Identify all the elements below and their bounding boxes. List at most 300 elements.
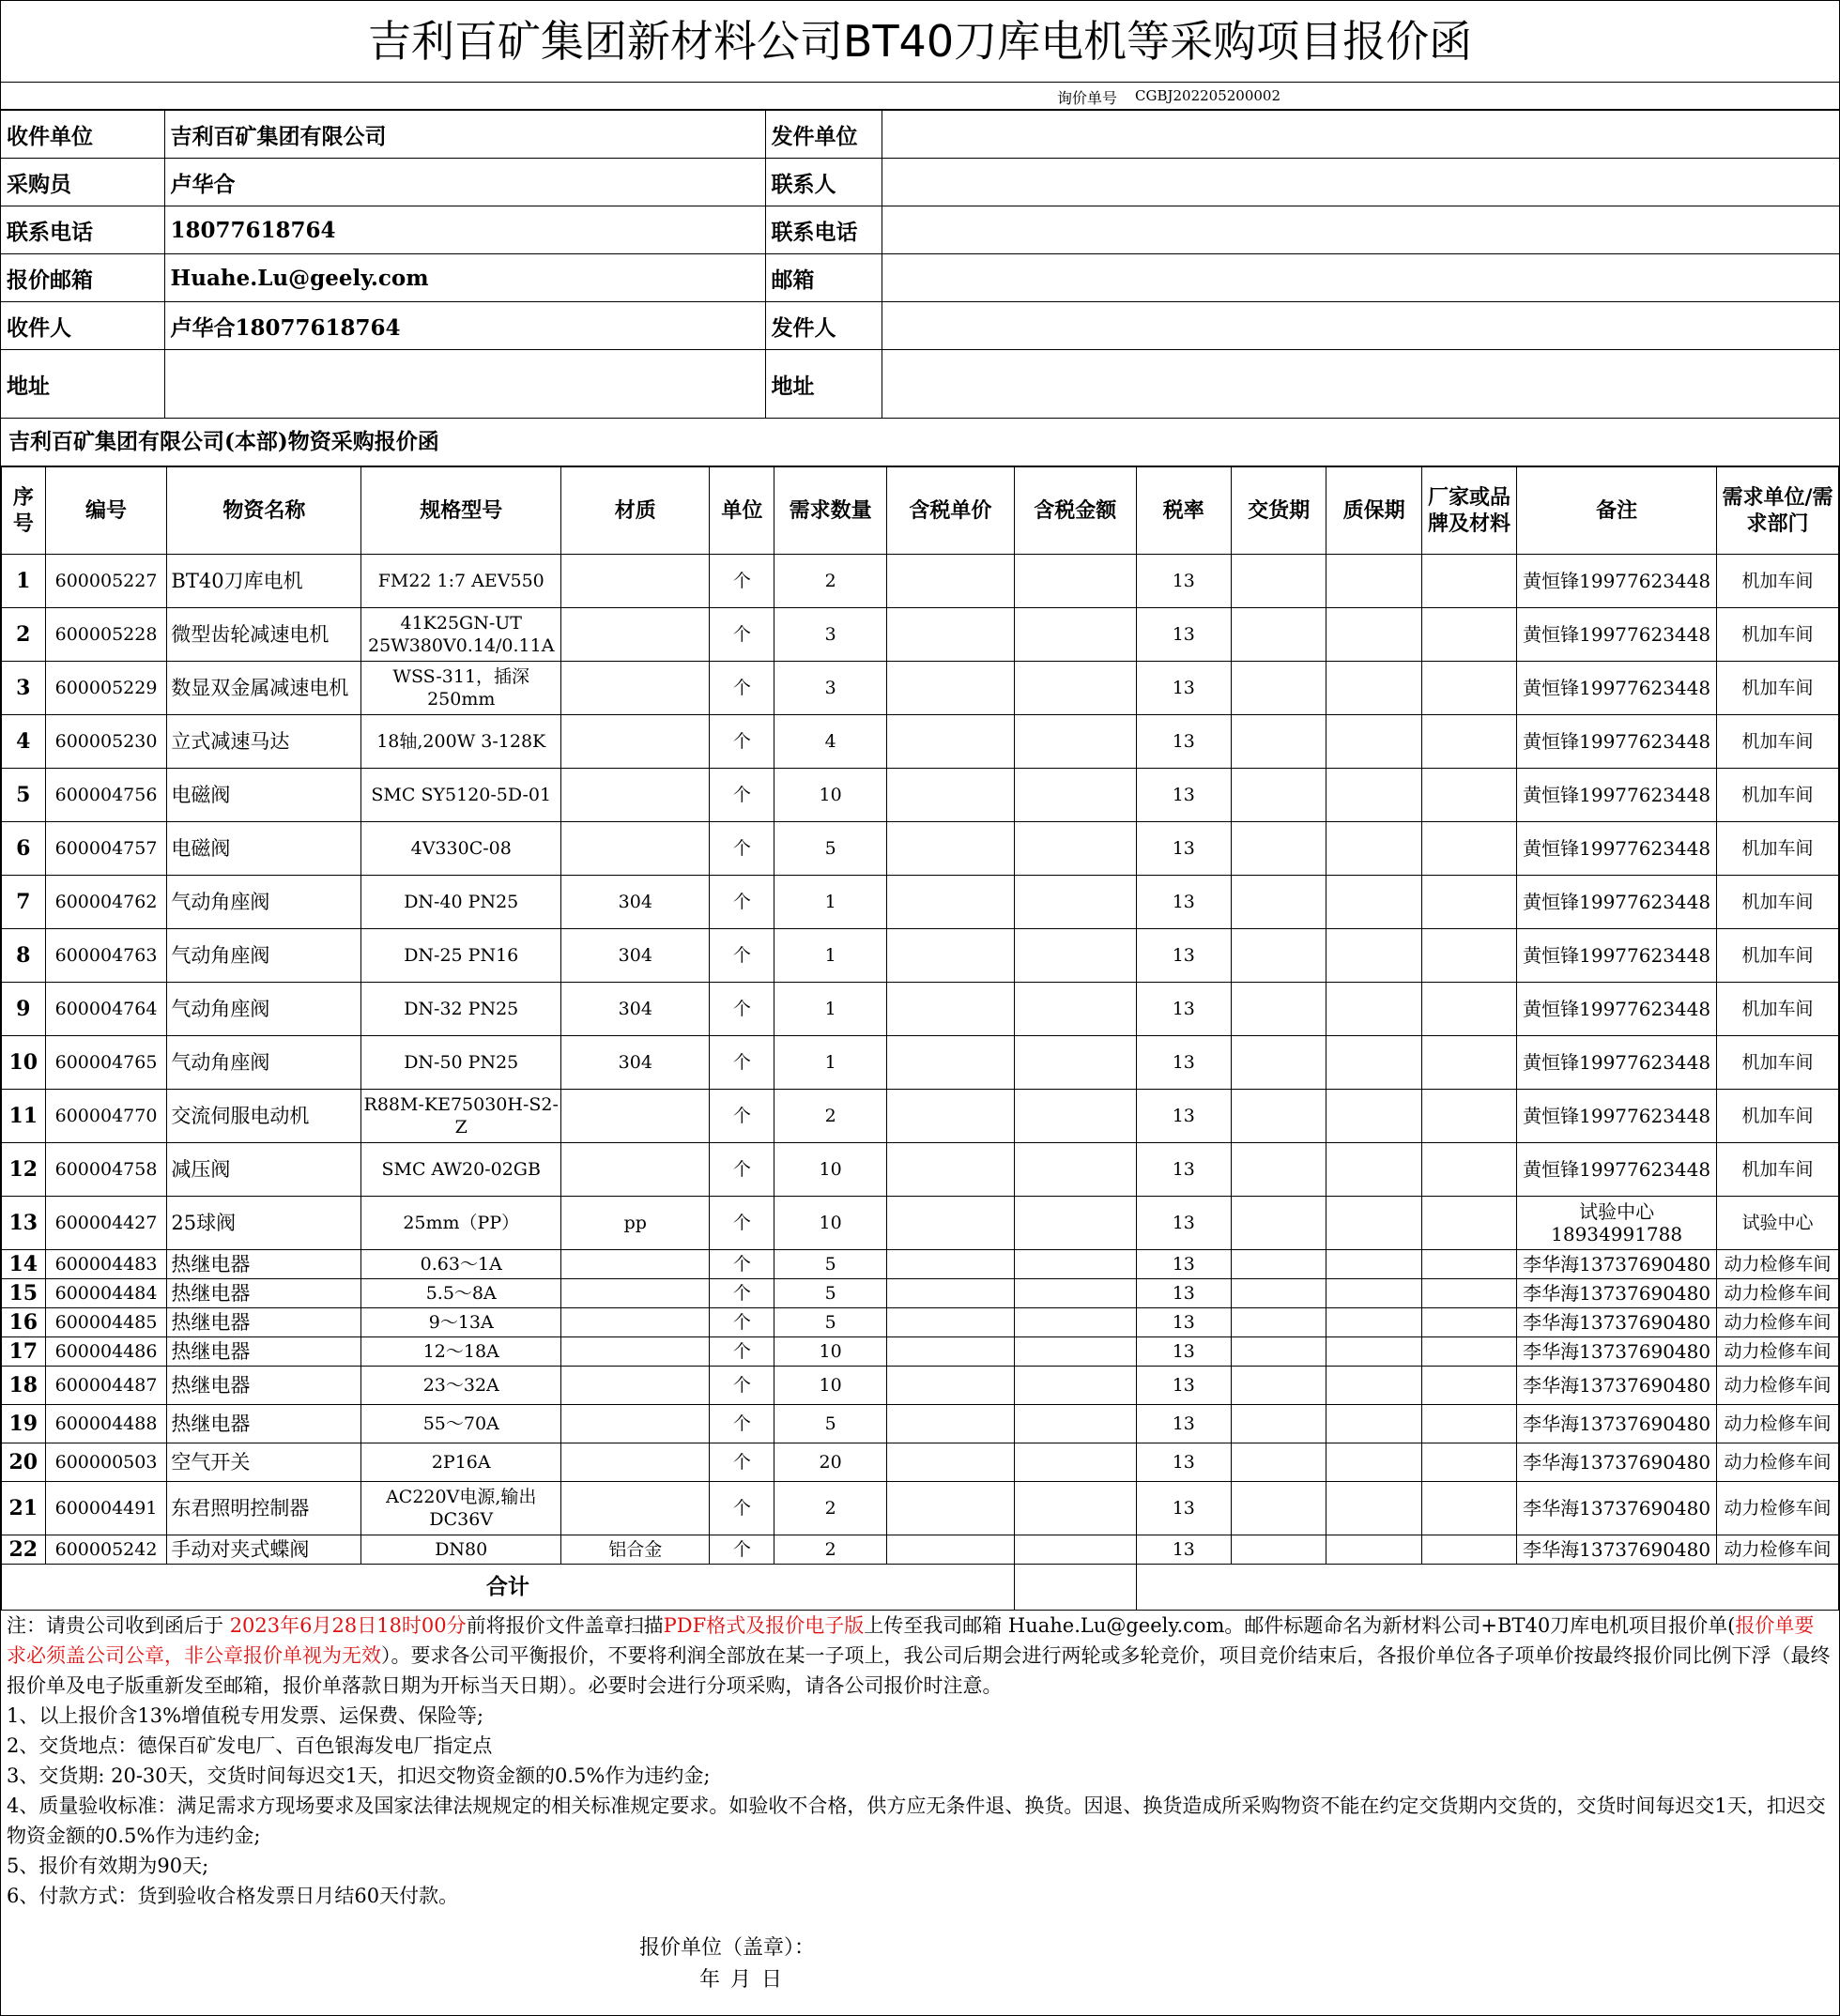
cell-delivery[interactable] (1231, 1482, 1326, 1535)
cell-name: 热继电器 (167, 1405, 361, 1443)
info-value: 18077618764 (164, 206, 765, 254)
column-header: 交货期 (1231, 467, 1326, 555)
cell-warranty[interactable] (1326, 1535, 1421, 1565)
total-amount (1014, 1565, 1136, 1611)
cell-qty: 1 (774, 1036, 887, 1090)
cell-seq: 8 (2, 929, 46, 983)
cell-delivery[interactable] (1231, 929, 1326, 983)
cell-code: 600004427 (45, 1197, 167, 1250)
cell-warranty[interactable] (1326, 1250, 1421, 1279)
cell-remark: 黄恒锋19977623448 (1517, 1090, 1717, 1143)
cell-tax: 13 (1136, 1443, 1231, 1482)
cell-delivery[interactable] (1231, 1337, 1326, 1367)
cell-material (561, 822, 710, 876)
cell-amount[interactable] (1014, 983, 1136, 1036)
cell-code: 600005227 (45, 555, 167, 608)
info-value: 吉利百矿集团有限公司 (164, 111, 765, 159)
cell-brand[interactable] (1421, 1308, 1516, 1337)
table-header-row (2, 467, 1839, 555)
cell-tax: 13 (1136, 1143, 1231, 1197)
cell-seq: 18 (2, 1367, 46, 1405)
cell-brand[interactable] (1421, 1405, 1516, 1443)
cell-brand[interactable] (1421, 1197, 1516, 1250)
cell-seq: 13 (2, 1197, 46, 1250)
cell-material (561, 1337, 710, 1367)
cell-amount[interactable] (1014, 1143, 1136, 1197)
cell-warranty[interactable] (1326, 1279, 1421, 1308)
notes-section (1, 1611, 1839, 1911)
cell-qty: 3 (774, 608, 887, 662)
cell-dept: 机加车间 (1717, 876, 1839, 929)
cell-qty: 10 (774, 1143, 887, 1197)
cell-delivery[interactable] (1231, 1090, 1326, 1143)
cell-dept: 机加车间 (1717, 1090, 1839, 1143)
cell-delivery[interactable] (1231, 1143, 1326, 1197)
note-warning: 报价单要求必须盖公司公章，非公章报价单视为无效 (7, 1614, 1815, 1667)
cell-seq: 21 (2, 1482, 46, 1535)
signature-unit: 报价单位（盖章）： (639, 1936, 816, 1960)
cell-price[interactable] (886, 1367, 1014, 1405)
cell-warranty[interactable] (1326, 1482, 1421, 1535)
cell-tax: 13 (1136, 1279, 1231, 1308)
cell-remark: 黄恒锋19977623448 (1517, 822, 1717, 876)
info-value[interactable] (882, 350, 1839, 419)
cell-seq: 12 (2, 1143, 46, 1197)
cell-code: 600004756 (45, 769, 167, 822)
cell-warranty[interactable] (1326, 983, 1421, 1036)
cell-price[interactable] (886, 876, 1014, 929)
cell-unit: 个 (710, 1443, 774, 1482)
total-label: 合计 (2, 1565, 1015, 1611)
cell-brand[interactable] (1421, 1250, 1516, 1279)
cell-code: 600004763 (45, 929, 167, 983)
table-row (2, 555, 1839, 608)
info-label: 发件人 (765, 302, 882, 350)
cell-dept: 动力检修车间 (1717, 1250, 1839, 1279)
info-row (1, 111, 1839, 159)
cell-price[interactable] (886, 662, 1014, 715)
cell-amount[interactable] (1014, 822, 1136, 876)
cell-brand[interactable] (1421, 876, 1516, 929)
table-row (2, 1143, 1839, 1197)
cell-delivery[interactable] (1231, 876, 1326, 929)
cell-delivery[interactable] (1231, 822, 1326, 876)
contact-info-table (1, 110, 1840, 419)
cell-material (561, 608, 710, 662)
cell-price[interactable] (886, 1036, 1014, 1090)
cell-price[interactable] (886, 1090, 1014, 1143)
info-label: 收件人 (1, 302, 164, 350)
cell-seq: 4 (2, 715, 46, 769)
cell-spec: 41K25GN-UT 25W380V0.14/0.11A (361, 608, 561, 662)
note-main (7, 1611, 1833, 1701)
cell-code: 600004484 (45, 1279, 167, 1308)
info-value[interactable] (882, 206, 1839, 254)
cell-material (561, 715, 710, 769)
cell-remark: 黄恒锋19977623448 (1517, 1036, 1717, 1090)
note-2: 2、交货地点：德保百矿发电厂、百色银海发电厂指定点 (7, 1734, 493, 1757)
cell-seq: 10 (2, 1036, 46, 1090)
cell-unit: 个 (710, 1250, 774, 1279)
cell-dept: 动力检修车间 (1717, 1535, 1839, 1565)
cell-dept: 机加车间 (1717, 822, 1839, 876)
cell-name: 空气开关 (167, 1443, 361, 1482)
cell-dept: 机加车间 (1717, 1036, 1839, 1090)
cell-price[interactable] (886, 929, 1014, 983)
cell-unit: 个 (710, 1090, 774, 1143)
cell-delivery[interactable] (1231, 1197, 1326, 1250)
cell-amount[interactable] (1014, 1279, 1136, 1308)
cell-tax: 13 (1136, 1036, 1231, 1090)
info-row (1, 254, 1839, 302)
cell-amount[interactable] (1014, 662, 1136, 715)
info-value[interactable] (882, 254, 1839, 302)
note-5: 5、报价有效期为90天; (7, 1855, 209, 1877)
cell-price[interactable] (886, 769, 1014, 822)
cell-delivery[interactable] (1231, 1308, 1326, 1337)
cell-code: 600004487 (45, 1367, 167, 1405)
cell-brand[interactable] (1421, 715, 1516, 769)
cell-spec: DN-25 PN16 (361, 929, 561, 983)
info-label: 发件单位 (765, 111, 882, 159)
cell-price[interactable] (886, 608, 1014, 662)
cell-delivery[interactable] (1231, 1367, 1326, 1405)
cell-unit: 个 (710, 983, 774, 1036)
cell-delivery[interactable] (1231, 1405, 1326, 1443)
cell-spec: 55～70A (361, 1405, 561, 1443)
cell-amount[interactable] (1014, 555, 1136, 608)
cell-name: 热继电器 (167, 1279, 361, 1308)
cell-delivery[interactable] (1231, 1279, 1326, 1308)
cell-warranty[interactable] (1326, 1036, 1421, 1090)
cell-warranty[interactable] (1326, 1308, 1421, 1337)
cell-warranty[interactable] (1326, 662, 1421, 715)
cell-warranty[interactable] (1326, 1090, 1421, 1143)
cell-material (561, 662, 710, 715)
note-main-text: 注：请贵公司收到函后于 (7, 1614, 230, 1637)
cell-remark: 李华海13737690480 (1517, 1482, 1717, 1535)
cell-price[interactable] (886, 715, 1014, 769)
cell-material (561, 1405, 710, 1443)
cell-unit: 个 (710, 1535, 774, 1565)
cell-amount[interactable] (1014, 1367, 1136, 1405)
cell-delivery[interactable] (1231, 1036, 1326, 1090)
note-main-text: 上传至我司邮箱 Huahe.Lu@geely.com。邮件标题命名为新材料公司+BT40刀库电机项目报价单( (864, 1614, 1736, 1637)
cell-price[interactable] (886, 1535, 1014, 1565)
cell-amount[interactable] (1014, 876, 1136, 929)
cell-qty: 2 (774, 1535, 887, 1565)
column-header: 备注 (1517, 467, 1717, 555)
info-value: Huahe.Lu@geely.com (164, 254, 765, 302)
cell-spec: 18轴,200W 3-128K (361, 715, 561, 769)
note-deadline: 2023年6月28日18时00分 (229, 1614, 467, 1637)
cell-delivery[interactable] (1231, 715, 1326, 769)
cell-seq: 17 (2, 1337, 46, 1367)
cell-tax: 13 (1136, 555, 1231, 608)
cell-remark: 黄恒锋19977623448 (1517, 715, 1717, 769)
cell-price[interactable] (886, 1143, 1014, 1197)
cell-price[interactable] (886, 1250, 1014, 1279)
cell-name: 电磁阀 (167, 769, 361, 822)
cell-material: pp (561, 1197, 710, 1250)
info-row (1, 159, 1839, 206)
info-value: 卢华合18077618764 (164, 302, 765, 350)
table-row (2, 876, 1839, 929)
cell-brand[interactable] (1421, 1279, 1516, 1308)
cell-tax: 13 (1136, 769, 1231, 822)
cell-unit: 个 (710, 1405, 774, 1443)
cell-amount[interactable] (1014, 608, 1136, 662)
cell-remark: 李华海13737690480 (1517, 1535, 1717, 1565)
cell-name: 立式减速马达 (167, 715, 361, 769)
cell-name: 手动对夹式蝶阀 (167, 1535, 361, 1565)
cell-spec: 2P16A (361, 1443, 561, 1482)
column-header: 含税单价 (886, 467, 1014, 555)
cell-unit: 个 (710, 1482, 774, 1535)
cell-tax: 13 (1136, 1337, 1231, 1367)
cell-material: 304 (561, 1036, 710, 1090)
inquiry-number: CGBJ202205200002 (1135, 87, 1281, 104)
cell-delivery[interactable] (1231, 555, 1326, 608)
cell-warranty[interactable] (1326, 1367, 1421, 1405)
cell-remark: 李华海13737690480 (1517, 1337, 1717, 1367)
cell-warranty[interactable] (1326, 608, 1421, 662)
cell-amount[interactable] (1014, 1197, 1136, 1250)
cell-delivery[interactable] (1231, 1535, 1326, 1565)
cell-delivery[interactable] (1231, 983, 1326, 1036)
cell-material (561, 1367, 710, 1405)
cell-amount[interactable] (1014, 1443, 1136, 1482)
cell-brand[interactable] (1421, 662, 1516, 715)
cell-amount[interactable] (1014, 1308, 1136, 1337)
info-label: 报价邮箱 (1, 254, 164, 302)
cell-amount[interactable] (1014, 1090, 1136, 1143)
cell-brand[interactable] (1421, 929, 1516, 983)
cell-unit: 个 (710, 822, 774, 876)
cell-seq: 14 (2, 1250, 46, 1279)
inquiry-row (1, 83, 1839, 110)
cell-spec: FM22 1:7 AEV550 (361, 555, 561, 608)
cell-brand[interactable] (1421, 555, 1516, 608)
cell-seq: 11 (2, 1090, 46, 1143)
cell-unit: 个 (710, 1197, 774, 1250)
info-value[interactable] (882, 111, 1839, 159)
cell-remark: 试验中心18934991788 (1517, 1197, 1717, 1250)
cell-tax: 13 (1136, 1482, 1231, 1535)
cell-name: 热继电器 (167, 1308, 361, 1337)
cell-seq: 5 (2, 769, 46, 822)
cell-unit: 个 (710, 1337, 774, 1367)
signature-date: 年 月 日 (699, 1968, 784, 1992)
cell-unit: 个 (710, 929, 774, 983)
cell-brand[interactable] (1421, 983, 1516, 1036)
cell-price[interactable] (886, 822, 1014, 876)
cell-name: 25球阀 (167, 1197, 361, 1250)
cell-dept: 动力检修车间 (1717, 1405, 1839, 1443)
cell-amount[interactable] (1014, 1337, 1136, 1367)
cell-price[interactable] (886, 1197, 1014, 1250)
cell-unit: 个 (710, 1308, 774, 1337)
cell-spec: 12～18A (361, 1337, 561, 1367)
cell-brand[interactable] (1421, 1482, 1516, 1535)
cell-warranty[interactable] (1326, 876, 1421, 929)
cell-brand[interactable] (1421, 1443, 1516, 1482)
cell-seq: 2 (2, 608, 46, 662)
cell-seq: 15 (2, 1279, 46, 1308)
cell-tax: 13 (1136, 608, 1231, 662)
cell-tax: 13 (1136, 1090, 1231, 1143)
note-6: 6、付款方式：货到验收合格发票日月结60天付款。 (7, 1885, 459, 1907)
cell-price[interactable] (886, 1337, 1014, 1367)
cell-unit: 个 (710, 1143, 774, 1197)
note-main-text: ）。要求各公司平衡报价，不要将利润全部放在某一子项上，我公司后期会进行两轮或多轮竞价，项目竞价结束后，各报价单位各子项单价按最终报价同比例下浮（最终报价单及电子版重新发至邮箱，报价单落款日期为开标当天日期）。必要时会进行分项采购，请各公司报价时注意。 (7, 1644, 1831, 1697)
table-row (2, 1036, 1839, 1090)
info-label: 联系电话 (1, 206, 164, 254)
total-row (2, 1565, 1839, 1611)
cell-remark: 李华海13737690480 (1517, 1405, 1717, 1443)
cell-qty: 3 (774, 662, 887, 715)
cell-price[interactable] (886, 555, 1014, 608)
cell-seq: 9 (2, 983, 46, 1036)
cell-tax: 13 (1136, 715, 1231, 769)
cell-remark: 黄恒锋19977623448 (1517, 662, 1717, 715)
note-format: PDF格式及报价电子版 (663, 1614, 865, 1637)
cell-brand[interactable] (1421, 1337, 1516, 1367)
cell-warranty[interactable] (1326, 1143, 1421, 1197)
cell-code: 600004765 (45, 1036, 167, 1090)
cell-warranty[interactable] (1326, 1405, 1421, 1443)
cell-name: 微型齿轮减速电机 (167, 608, 361, 662)
cell-brand[interactable] (1421, 1036, 1516, 1090)
cell-code: 600004485 (45, 1308, 167, 1337)
cell-amount[interactable] (1014, 1405, 1136, 1443)
column-header: 规格型号 (361, 467, 561, 555)
cell-unit: 个 (710, 715, 774, 769)
cell-dept: 动力检修车间 (1717, 1308, 1839, 1337)
document-title: 吉利百矿集团新材料公司BT40刀库电机等采购项目报价函 (1, 1, 1839, 83)
cell-price[interactable] (886, 1443, 1014, 1482)
total-blank (1136, 1565, 1838, 1611)
cell-dept: 动力检修车间 (1717, 1279, 1839, 1308)
cell-warranty[interactable] (1326, 822, 1421, 876)
cell-unit: 个 (710, 1036, 774, 1090)
cell-amount[interactable] (1014, 1482, 1136, 1535)
cell-price[interactable] (886, 1308, 1014, 1337)
cell-name: 气动角座阀 (167, 876, 361, 929)
cell-unit: 个 (710, 555, 774, 608)
cell-spec: 4V330C-08 (361, 822, 561, 876)
cell-tax: 13 (1136, 1535, 1231, 1565)
cell-unit: 个 (710, 769, 774, 822)
subtitle: 吉利百矿集团有限公司(本部)物资采购报价函 (1, 419, 1839, 466)
cell-qty: 10 (774, 1337, 887, 1367)
cell-price[interactable] (886, 1279, 1014, 1308)
cell-dept: 动力检修车间 (1717, 1367, 1839, 1405)
cell-brand[interactable] (1421, 1367, 1516, 1405)
cell-qty: 10 (774, 1367, 887, 1405)
info-value (164, 350, 765, 419)
cell-name: 数显双金属减速电机 (167, 662, 361, 715)
cell-warranty[interactable] (1326, 929, 1421, 983)
cell-name: 东君照明控制器 (167, 1482, 361, 1535)
cell-material: 304 (561, 983, 710, 1036)
table-row (2, 1337, 1839, 1367)
table-row (2, 1279, 1839, 1308)
cell-code: 600005228 (45, 608, 167, 662)
cell-warranty[interactable] (1326, 555, 1421, 608)
cell-seq: 16 (2, 1308, 46, 1337)
cell-seq: 3 (2, 662, 46, 715)
cell-delivery[interactable] (1231, 1250, 1326, 1279)
cell-code: 600004488 (45, 1405, 167, 1443)
info-value[interactable] (882, 302, 1839, 350)
cell-brand[interactable] (1421, 822, 1516, 876)
column-header: 含税金额 (1014, 467, 1136, 555)
cell-brand[interactable] (1421, 1090, 1516, 1143)
cell-spec: 23～32A (361, 1367, 561, 1405)
cell-unit: 个 (710, 1279, 774, 1308)
cell-amount[interactable] (1014, 769, 1136, 822)
table-row (2, 1197, 1839, 1250)
cell-qty: 10 (774, 769, 887, 822)
cell-qty: 2 (774, 1090, 887, 1143)
cell-brand[interactable] (1421, 1535, 1516, 1565)
cell-warranty[interactable] (1326, 715, 1421, 769)
info-value[interactable] (882, 159, 1839, 206)
note-main-text: 前将报价文件盖章扫描 (466, 1614, 664, 1637)
cell-spec: WSS-311，插深250mm (361, 662, 561, 715)
note-1: 1、以上报价含13%增值税专用发票、运保费、保险等; (7, 1704, 484, 1727)
cell-price[interactable] (886, 1405, 1014, 1443)
cell-material (561, 1279, 710, 1308)
cell-delivery[interactable] (1231, 769, 1326, 822)
table-row (2, 983, 1839, 1036)
cell-warranty[interactable] (1326, 1337, 1421, 1367)
cell-price[interactable] (886, 1482, 1014, 1535)
cell-seq: 22 (2, 1535, 46, 1565)
info-label: 收件单位 (1, 111, 164, 159)
cell-material (561, 1308, 710, 1337)
cell-dept: 动力检修车间 (1717, 1482, 1839, 1535)
cell-name: 热继电器 (167, 1337, 361, 1367)
info-value: 卢华合 (164, 159, 765, 206)
cell-amount[interactable] (1014, 715, 1136, 769)
cell-brand[interactable] (1421, 1143, 1516, 1197)
cell-delivery[interactable] (1231, 608, 1326, 662)
table-row (2, 1250, 1839, 1279)
cell-warranty[interactable] (1326, 769, 1421, 822)
cell-delivery[interactable] (1231, 662, 1326, 715)
cell-material: 铝合金 (561, 1535, 710, 1565)
cell-amount[interactable] (1014, 1036, 1136, 1090)
cell-warranty[interactable] (1326, 1197, 1421, 1250)
cell-amount[interactable] (1014, 1250, 1136, 1279)
cell-delivery[interactable] (1231, 1443, 1326, 1482)
cell-name: BT40刀库电机 (167, 555, 361, 608)
cell-material (561, 1482, 710, 1535)
cell-spec: 25mm（PP） (361, 1197, 561, 1250)
cell-material (561, 1250, 710, 1279)
cell-brand[interactable] (1421, 769, 1516, 822)
cell-tax: 13 (1136, 1197, 1231, 1250)
cell-warranty[interactable] (1326, 1443, 1421, 1482)
cell-name: 气动角座阀 (167, 983, 361, 1036)
cell-amount[interactable] (1014, 929, 1136, 983)
cell-brand[interactable] (1421, 608, 1516, 662)
cell-amount[interactable] (1014, 1535, 1136, 1565)
cell-spec: R88M-KE75030H-S2-Z (361, 1090, 561, 1143)
cell-price[interactable] (886, 983, 1014, 1036)
